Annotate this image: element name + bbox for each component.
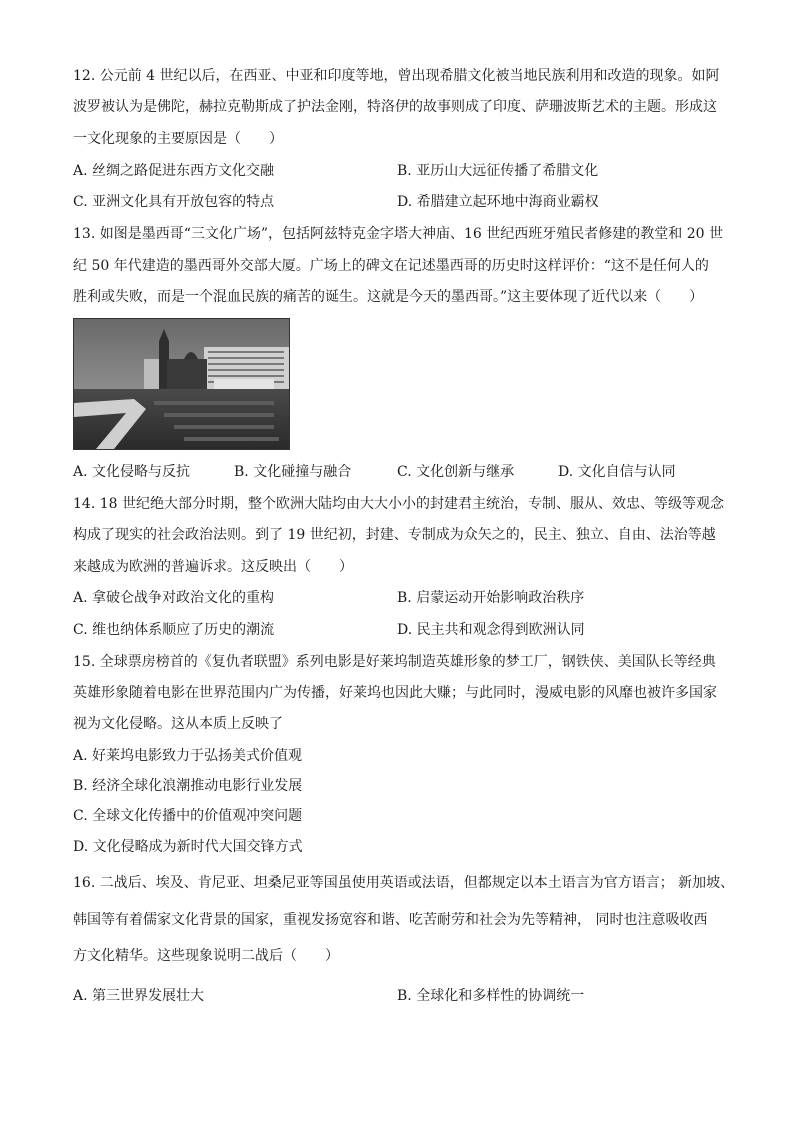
plaza-photo <box>73 318 290 450</box>
q14-option-c: C. 维也纳体系顺应了历史的潮流 <box>73 622 275 638</box>
q12-stem-line-1: 12. 公元前 4 世纪以后，在西亚、中亚和印度等地，曾出现希腊文化被当地民族利用和改造的现象。如阿 <box>73 68 720 84</box>
q16-option-b: B. 全球化和多样性的协调统一 <box>397 988 585 1004</box>
q12-stem-line-2: 波罗被认为是佛陀，赫拉克勒斯成了护法金刚，特洛伊的故事则成了印度、萨珊波斯艺术的主题。形成这 <box>73 99 717 115</box>
q14-option-a: A. 拿破仑战争对政治文化的重构 <box>73 590 275 606</box>
q13-stem-line-2: 纪 50 年代建造的墨西哥外交部大厦。广场上的碑文在记述墨西哥的历史时这样评价：“这不是任何人的 <box>73 258 709 274</box>
q13-option-c: C. 文化创新与继承 <box>397 464 515 480</box>
q13-stem-line-1: 13. 如图是墨西哥“三文化广场”，包括阿兹特克金字塔大神庙、16 世纪西班牙殖民者修建的教堂和 20 世 <box>73 226 724 242</box>
q14-option-b: B. 启蒙运动开始影响政治秩序 <box>397 590 585 606</box>
q14-stem-line-3: 来越成为欧洲的普遍诉求。这反映出（ ） <box>73 559 353 575</box>
q15-option-c: C. 全球文化传播中的价值观冲突问题 <box>73 808 303 824</box>
q14-stem-line-2: 构成了现实的社会政治法则。到了 19 世纪初，封建、专制成为众矢之的，民主、独立、自由、法治等越 <box>73 527 716 543</box>
q15-option-d: D. 文化侵略成为新时代大国交锋方式 <box>73 839 303 855</box>
q13-stem-line-3: 胜利或失败，而是一个混血民族的痛苦的诞生。这就是今天的墨西哥。”这主要体现了近代以来（ ） <box>73 289 704 305</box>
q13-option-b: B. 文化碰撞与融合 <box>234 464 352 480</box>
q15-option-a: A. 好莱坞电影致力于弘扬美式价值观 <box>73 748 303 764</box>
q16-option-a: A. 第三世界发展壮大 <box>73 988 205 1004</box>
q16-stem-line-3: 方文化精华。这些现象说明二战后（ ） <box>73 948 339 964</box>
q15-stem-line-3: 视为文化侵略。这从本质上反映了 <box>73 716 283 732</box>
q12-option-d: D. 希腊建立起环地中海商业霸权 <box>397 194 599 210</box>
q13-option-d: D. 文化自信与认同 <box>558 464 676 480</box>
q12-stem-line-3: 一文化现象的主要原因是（ ） <box>73 131 283 147</box>
q14-option-d: D. 民主共和观念得到欧洲认同 <box>397 622 585 638</box>
q12-option-a: A. 丝绸之路促进东西方文化交融 <box>73 163 275 179</box>
q15-stem-line-1: 15. 全球票房榜首的《复仇者联盟》系列电影是好莱坞制造英雄形象的梦工厂，钢铁侠、美国队长等经典 <box>73 654 716 670</box>
q12-option-b: B. 亚历山大远征传播了希腊文化 <box>397 163 599 179</box>
q15-option-b: B. 经济全球化浪潮推动电影行业发展 <box>73 778 303 794</box>
q15-stem-line-2: 英雄形象随着电影在世界范围内广为传播，好莱坞也因此大赚；与此同时，漫威电影的风靡也被许多国家 <box>73 685 717 701</box>
q14-stem-line-1: 14. 18 世纪绝大部分时期，整个欧洲大陆均由大大小小的封建君主统治，专制、服从、效忠、等级等观念 <box>73 496 724 512</box>
q13-option-a: A. 文化侵略与反抗 <box>73 464 191 480</box>
q16-stem-line-1: 16. 二战后、埃及、肯尼亚、坦桑尼亚等国虽使用英语或法语，但都规定以本土语言为官方语言； 新加坡、 <box>73 875 735 891</box>
q16-stem-line-2: 韩国等有着儒家文化背景的国家，重视发扬宽容和谐、吃苦耐劳和社会为先等精神， 同时也注意吸收西 <box>73 912 708 928</box>
q12-option-c: C. 亚洲文化具有开放包容的特点 <box>73 194 275 210</box>
